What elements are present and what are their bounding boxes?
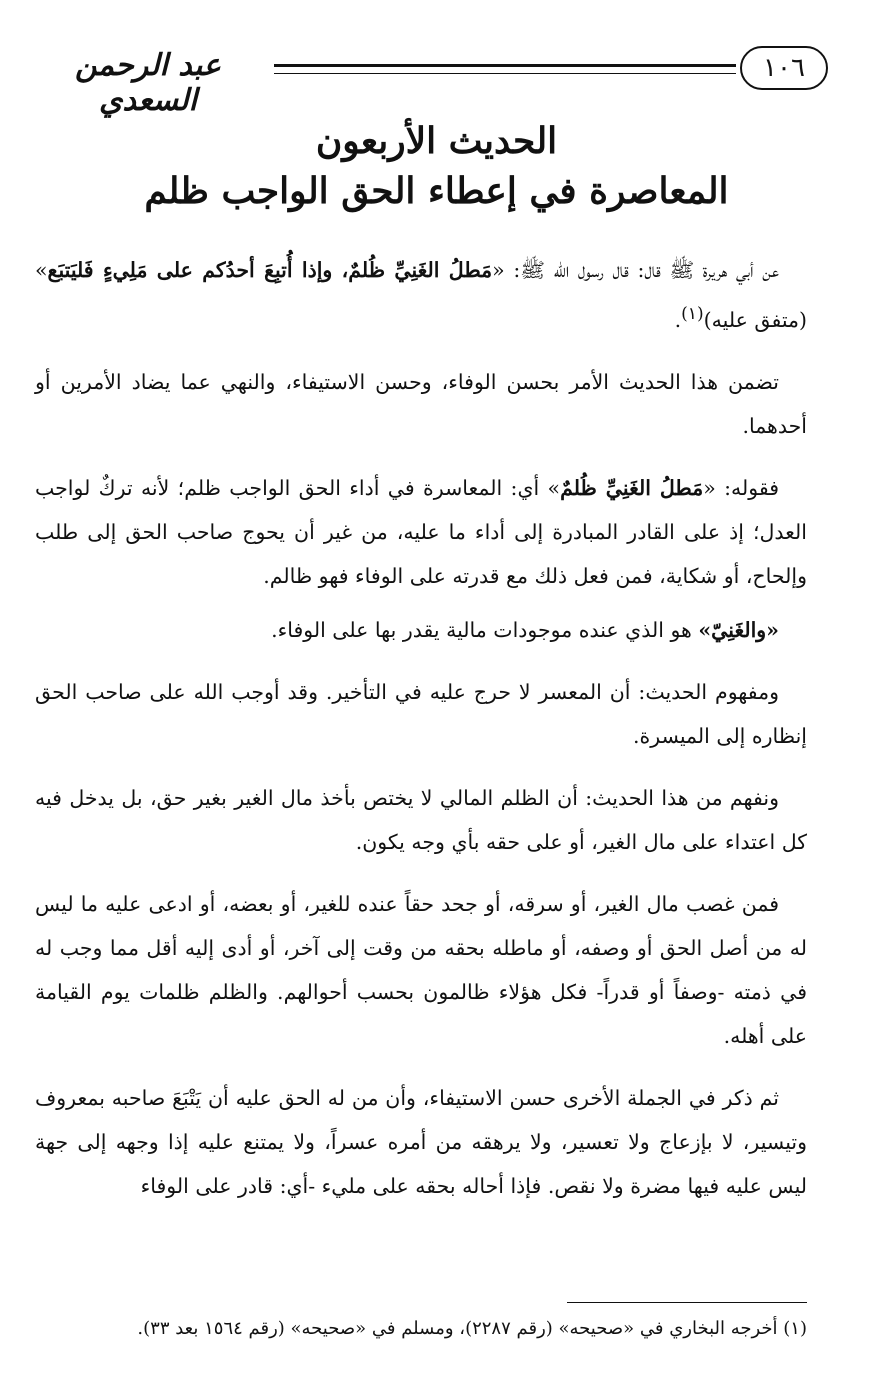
header-rule [274, 64, 736, 74]
footnote-divider [567, 1302, 807, 1303]
paragraph-4 [35, 608, 807, 652]
paragraph-3 [35, 466, 807, 598]
p3-quote: مَطلُ الغَنِيِّ ظُلمٌ [560, 475, 704, 500]
paragraph-7: فمن غصب مال الغير، أو سرقه، أو جحد حقاً عنده للغير، أو بعضه، أو ادعى عليه ما ليس له من أصل الحق أو وصفه، أو ماطله بحقه من وقت إلى آخر، أو أدى إليه أقل مما وجب له في ذمته -وصفاً أو قدراً- فكل هؤلاء ظالمون بحسب أحوالهم. والظلم ظلمات يوم القيامة على أهله. [35, 891, 807, 1048]
hadith-text: مَطلُ الغَنِيِّ ظُلمٌ، وإذا أُتبِعَ أحدُكم على مَلِيءٍ فَليَتبَع [47, 258, 493, 282]
page-number: ١٠٦ [740, 46, 828, 90]
p4-text: هو الذي عنده موجودات مالية يقدر بها على الوفاء. [271, 617, 699, 642]
author-name: عبد الرحمن السعدي [75, 48, 221, 118]
paragraph-8: ثم ذكر في الجملة الأخرى حسن الاستيفاء، وأن من له الحق عليه أن يَتْبَعَ صاحبه بمعروف وتيسير، لا بإزعاج ولا تعسير، ولا يرهقه من أمره عسراً، ولا يمتنع عليه إذا وجهه إلى جهة ليس عليه فيها مضرة ولا نقص. فإذا أحاله بحقه على مليء -أي: قادر على الوفاء [35, 1085, 807, 1198]
paragraph-hadith [35, 248, 807, 342]
chapter-subtitle: المعاصرة في إعطاء الحق الواجب ظلم [144, 170, 729, 212]
hadith-end: . [674, 307, 682, 332]
p3-text: » أي: المعاسرة في أداء الحق الواجب ظلم؛ لأنه تركٌ لواجب العدل؛ إذ على القادر المبادرة إلى أداء ما عليه، من غير أن يحوج صاحب الحق إلى طلب وإلحاح، أو شكاية، فمن فعل ذلك مع قدرته على الوفاء فهو ظالم. [35, 475, 807, 588]
hadith-intro: عن أبي هريرة ﷺ قال: قال رسول الله ﷺ: « [492, 258, 779, 282]
page-header [28, 38, 828, 118]
chapter-title: الحديث الأربعون [315, 120, 558, 162]
hadith-source: » (متفق عليه) [35, 258, 807, 332]
p4-term: «والغَنِيّ» [698, 617, 779, 642]
footnote: (١) أخرجه البخاري في «صحيحه» (رقم ٢٢٨٧)، ومسلم في «صحيحه» (رقم ١٥٦٤ بعد ٣٣). [137, 1318, 807, 1339]
chapter-titles [0, 118, 873, 214]
main-text [35, 248, 807, 1226]
paragraph-6: ونفهم من هذا الحديث: أن الظلم المالي لا يختص بأخذ مال الغير بغير حق، بل يدخل فيه كل اعتداء على مال الغير، أو على حقه بأي وجه يكون. [35, 785, 807, 854]
p3-intro: فقوله: « [703, 475, 779, 500]
footnote-ref[interactable]: (١) [681, 304, 704, 324]
paragraph-2: تضمن هذا الحديث الأمر بحسن الوفاء، وحسن الاستيفاء، والنهي عما يضاد الأمرين أو أحدهما. [35, 369, 807, 438]
paragraph-5: ومفهوم الحديث: أن المعسر لا حرج عليه في التأخير. وقد أوجب الله على صاحب الحق إنظاره إلى الميسرة. [35, 679, 807, 748]
